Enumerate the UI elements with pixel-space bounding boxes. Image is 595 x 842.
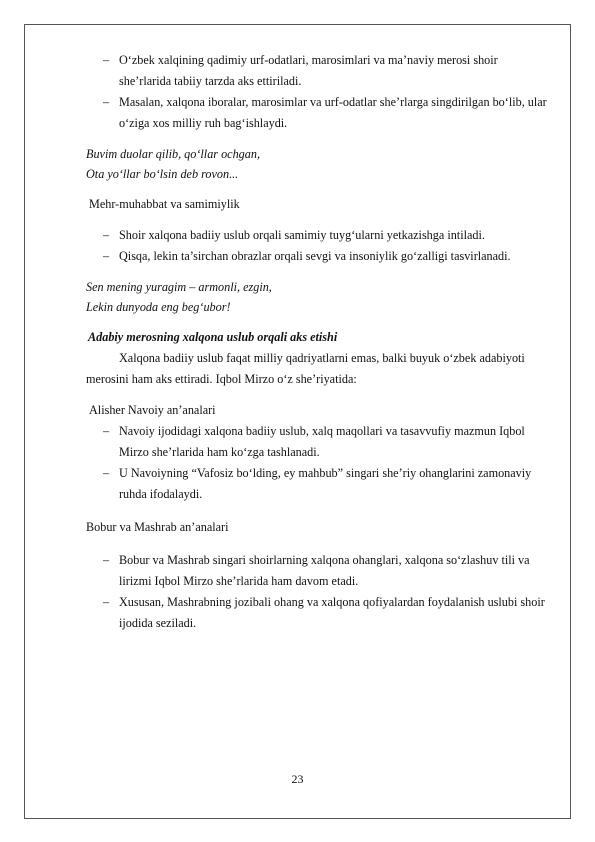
section-heading: Alisher Navoiy an’analari <box>89 403 216 417</box>
poem-line: Ota yo‘llar bo‘lsin deb rovon... <box>86 167 239 181</box>
poem-line: Sen mening yuragim – armonli, ezgin, <box>86 280 272 294</box>
list-item: – Shoir xalqona badiiy uslub orqali samimiy tuyg‘ularni yetkazishga intiladi. <box>86 225 551 246</box>
list-item: – Navoiy ijodidagi xalqona badiiy uslub, xalq maqollari va tasavvufiy mazmun Iqbol Mirzo she’rlarida ham ko‘zga tashlanadi. <box>86 421 551 463</box>
list-item: – O‘zbek xalqining qadimiy urf-odatlari, marosimlari va ma’naviy merosi shoir she’rlarida tabiiy tarzda aks ettiriladi. <box>86 50 551 92</box>
list-item: – Qisqa, lekin ta’sirchan obrazlar orqali sevgi va insoniylik go‘zalligi tasvirlanadi. <box>86 246 551 267</box>
list-item: – Masalan, xalqona iboralar, marosimlar va urf-odatlar she’rlarga singdirilgan bo‘lib, ular o‘ziga xos milliy ruh bag‘ishlaydi. <box>86 92 551 134</box>
poem-line: Lekin dunyoda eng beg‘ubor! <box>86 300 231 314</box>
poem-excerpt <box>86 144 551 184</box>
section-heading: Bobur va Mashrab an’analari <box>86 520 229 534</box>
poem-excerpt <box>86 277 551 317</box>
document-body <box>86 50 551 634</box>
list-item: – U Navoiyning “Vafosiz bo‘lding, ey mahbub” singari she’riy ohanglarini zamonaviy ruhda ifodalaydi. <box>86 463 551 505</box>
page-number: 23 <box>291 772 304 786</box>
section-heading: Mehr-muhabbat va samimiylik <box>89 197 240 211</box>
list-item: – Xususan, Mashrabning jozibali ohang va xalqona qofiyalardan foydalanish uslubi shoir ijodida seziladi. <box>86 592 551 634</box>
poem-line: Buvim duolar qilib, qo‘llar ochgan, <box>86 147 260 161</box>
list-item: – Bobur va Mashrab singari shoirlarning xalqona ohanglari, xalqona so‘zlashuv tili va lirizmi Iqbol Mirzo she’rlarida ham davom etadi. <box>86 550 551 592</box>
paragraph: Xalqona badiiy uslub faqat milliy qadriyatlarni emas, balki buyuk o‘zbek adabiyoti merosini ham aks ettiradi. Iqbol Mirzo o‘z she’riyatida: <box>86 351 525 386</box>
section-heading: Adabiy merosning xalqona uslub orqali aks etishi <box>88 330 338 344</box>
